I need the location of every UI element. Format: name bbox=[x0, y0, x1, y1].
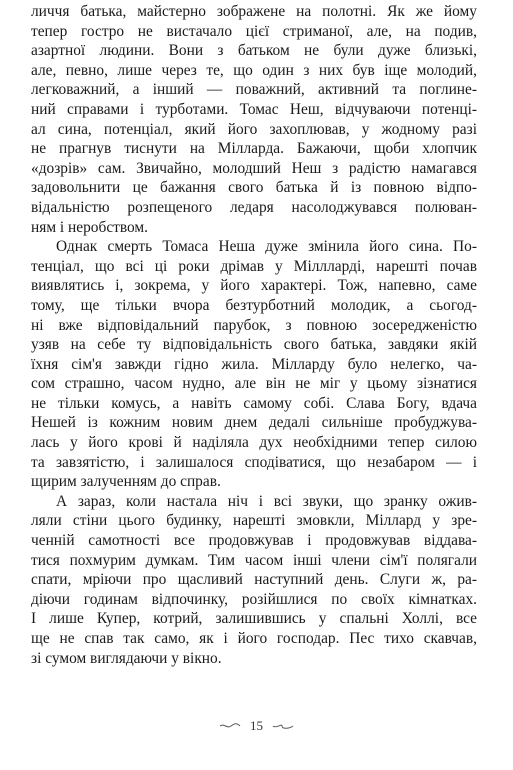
text-line: легковажний, а інший — поважний, активний та поглине- bbox=[31, 81, 477, 99]
text-line: тому, ще тільки вчора безтурботний молодик, а сьогод- bbox=[31, 296, 477, 314]
page-footer bbox=[0, 717, 513, 734]
text-line: азартної людини. Вони з батьком не були дуже близькі, bbox=[31, 42, 477, 60]
text-line: щирим залученням до справ. bbox=[31, 473, 221, 491]
document-body bbox=[31, 2, 477, 668]
text-line: виявлятись і, зокрема, у його характері. Тож, напевно, саме bbox=[31, 277, 477, 295]
text-line: зі сумом виглядаючи у вікно. bbox=[31, 649, 222, 667]
text-line: сом страшно, часом нудно, але він не міг у цьому зізнатися bbox=[31, 375, 477, 393]
page-number: 15 bbox=[250, 718, 263, 734]
text-line: спати, мріючи про щасливий наступний день. Слуги ж, ра- bbox=[31, 571, 477, 589]
text-line: личчя батька, майстерно зображене на полотні. Як же йому bbox=[31, 3, 477, 20]
text-line: їхня сім'я завжди гідно жила. Мілларду було нелегко, ча- bbox=[31, 355, 477, 373]
text-line: тися похмурим думкам. Тим часом інші члени сім'ї полягали bbox=[31, 551, 477, 569]
text-line: ляли стіни цього будинку, нарешті змовкли, Міллард у зре- bbox=[31, 512, 477, 530]
text-line: задовольнити це бажання свого батька й із повною відпо- bbox=[31, 179, 477, 197]
text-line: діючи годинам відпочинку, розійшлися по своїх кімнатках. bbox=[31, 590, 477, 608]
text-line: Нешей із кожним новим днем дедалі сильніше пробуджува- bbox=[31, 414, 477, 432]
text-line: ний справами і турботами. Томас Неш, відчуваючи потенці- bbox=[31, 100, 477, 118]
text-line: ал сина, потенціал, який його захоплював, у жодному разі bbox=[31, 120, 477, 138]
text-line: ні вже відповідальний парубок, з повною зосередженістю bbox=[31, 316, 477, 334]
text-line: узяв на себе ту відповідальність свого батька, завдяки якій bbox=[31, 336, 477, 354]
text-line: А зараз, коли настала ніч і всі звуки, що зранку ожив- bbox=[56, 492, 477, 510]
right-ornament-icon bbox=[272, 722, 294, 730]
text-line: відальністю розпещеного ледаря насолоджувався полюван- bbox=[31, 198, 477, 216]
paragraph-1 bbox=[31, 2, 477, 237]
text-line: але, певно, лише через те, що один з них був іще молодий, bbox=[31, 61, 477, 79]
text-line: Однак смерть Томаса Неша дуже змінила його сина. По- bbox=[56, 238, 477, 256]
text-line: не прагнув тиснути на Мілларда. Бажаючи, щоби хлопчик bbox=[31, 140, 477, 158]
text-line: тепер гостро не вистачало цієї стриманої, але, на подив, bbox=[31, 22, 477, 40]
text-line: тенціал, що всі ці роки дрімав у Міллларді, нарешті почав bbox=[31, 257, 477, 275]
left-ornament-icon bbox=[219, 722, 241, 730]
text-line: не тільки комусь, а навіть самому собі. Слава Богу, вдача bbox=[31, 394, 477, 412]
text-line: ням і неробством. bbox=[31, 218, 149, 236]
text-line: ще не спав так само, як і його господар. Пес тихо скавчав, bbox=[31, 630, 477, 647]
text-line: «дозрів» сам. Звичайно, молодший Неш з радістю намагався bbox=[31, 159, 477, 177]
text-line: та завзятістю, і залишалося сподіватися, що незабаром — і bbox=[31, 453, 477, 471]
paragraph-3 bbox=[31, 492, 477, 668]
text-line: лась у його крові й наділяла дух необхідними тепер силою bbox=[31, 434, 477, 452]
text-line: І лише Купер, котрий, залишившись у спальні Холлі, все bbox=[31, 610, 477, 628]
text-line: ченній самотності все продовжував і продовжував віддава- bbox=[31, 532, 477, 550]
paragraph-2 bbox=[31, 237, 477, 492]
